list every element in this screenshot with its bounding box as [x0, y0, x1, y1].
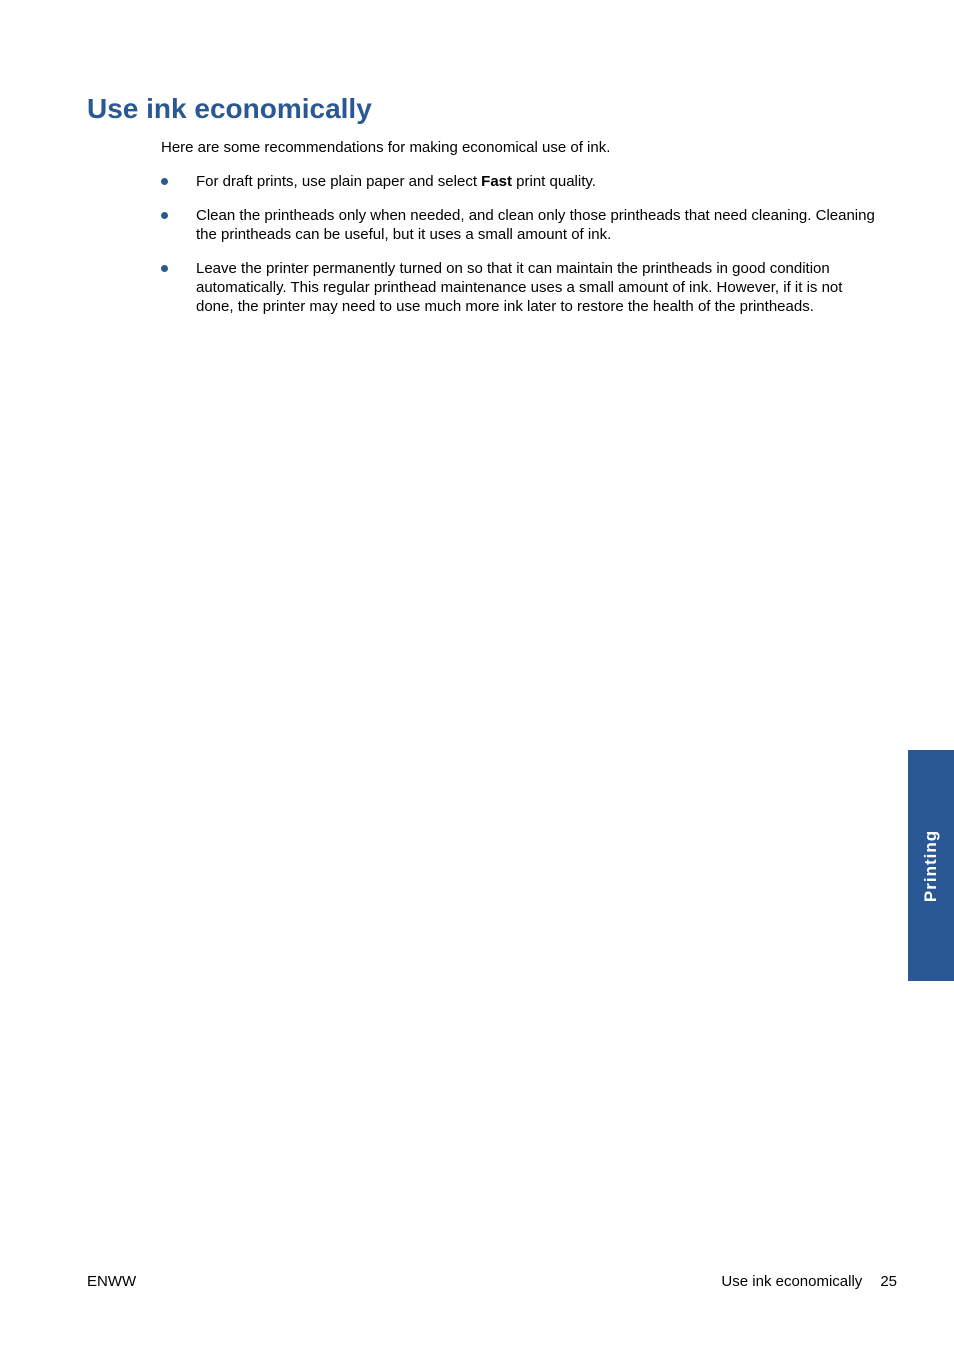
chapter-tab	[908, 750, 954, 981]
list-item	[161, 172, 881, 191]
list-item	[161, 259, 881, 316]
bullet-icon	[161, 178, 168, 185]
footer-section: Use ink economically	[721, 1273, 863, 1290]
chapter-tab-label: Printing	[921, 829, 940, 902]
page-number: 25	[880, 1273, 897, 1290]
tips-list	[161, 172, 881, 331]
intro-paragraph: Here are some recommendations for making economical use of ink.	[161, 139, 611, 156]
tip-text: Clean the printheads only when needed, and clean only those printheads that need cleaning. Cleaning the printheads can be useful, but it uses a small amount of ink.	[196, 207, 875, 243]
fast-quality-label: Fast	[481, 173, 512, 190]
footer-left: ENWW	[87, 1273, 137, 1290]
page-title: Use ink economically	[87, 93, 372, 124]
list-item	[161, 206, 881, 244]
footer-right	[721, 1272, 897, 1291]
bullet-icon	[161, 212, 168, 219]
tip-text: For draft prints, use plain paper and select Fast print quality.	[196, 173, 596, 190]
bullet-icon	[161, 265, 168, 272]
tip-text: Leave the printer permanently turned on so that it can maintain the printheads in good condition automatically. This regular printhead maintenance uses a small amount of ink. However, if it is not done, the printer may need to use much more ink later to restore the health of the printheads.	[196, 260, 843, 315]
